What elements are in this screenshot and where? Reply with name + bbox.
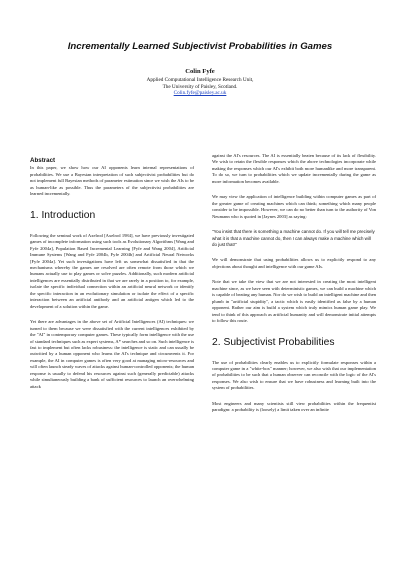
body-paragraph: We will demonstrate that using probabilities allows us to explicitly respond to any objections about thought and intelligence with our game AIs.	[212, 257, 376, 269]
body-paragraph: Note that we take the view that we are not interested in creating the most intelligent machine since, as we have seen with deterministic games, we can build a machine which is capable of beating any human. Nor do we wish to build an intelligent machine and then plumb in "artificial stupidity", a tactic which is easily identified as false by a human opponent. Rather our aim is build a system which truly mimics human game play. We tend to think of this approach as artificial humanity and will demonstrate initial attempts to follow this route.	[212, 279, 376, 324]
affiliation-line: Applied Computational Intelligence Research Unit,	[146, 77, 254, 83]
abstract-text: In this paper, we show how our AI opponents learn internal representations of probabilities. We use a Bayesian interpretation of such subjectivist probabilities but do not implement full Bayesian methods of parameter estimation since we wish the AIs to be as human-like as possible. Thus the parameters of the subjectivist probabilities are learned incrementally.	[30, 165, 194, 197]
right-column	[212, 153, 376, 423]
author-name: Colin Fyfe	[185, 68, 215, 75]
paper-title: Incrementally Learned Subjectivist Probabilities in Games	[67, 41, 333, 52]
section-heading-subjectivist: 2. Subjectivist Probabilities	[212, 336, 335, 348]
body-paragraph: We may view the application of intelligence building within computer games as part of the greater game of creating machines which can think; something which many people consider to be impossible. However, we can do no better than turn to the authority of Von Neumann who is quoted in [Jaynes 2003] as saying:	[212, 194, 376, 219]
author-email-link[interactable]: Colin.fyfe@paisley.ac.uk	[173, 90, 227, 97]
block-quote: "You insist that there is something a machine cannot do. If you will tell me precisely what it is that a machine cannot do, then I can always make a machine which will do just that!"	[212, 229, 375, 247]
body-paragraph: Most engineers and many scientists still view probabilities within the frequentist paradigm: a probability is (loosely) a limit taken over an infinite	[212, 400, 376, 413]
author-affiliation	[0, 77, 400, 97]
left-column	[30, 158, 194, 399]
body-paragraph: Following the seminal work of Axelrod [Axelrod 1984], we have previously investigated games of incomplete information using such tools as Evolutionary Algorithms [Wang and Fyfe 2004a], Population Based Incremental Learning [Fyfe and Wang 2004], Artificial Immune Systems [Wang and Fyfe 2004b, Fyfe 2004b] and Artificial Neural Networks [Fyfe 2004a]. Yet such investigations have left us somewhat dissatisfied in that the mechanisms whereby the games are resolved are often remote from those which we humans actually use to play games or solve puzzles. Additionally, such modern artificial intelligences are essentially distributed in that we are rarely in a position to, for example, isolate the specific individual connection within an artificial neural network or identify the specific interaction in an evolutionary simulation or isolate the effect of a specific interaction between an artificial antibody and an artificial antigen which led to the development of a solution within the game.	[30, 232, 194, 309]
section-heading-introduction: 1. Introduction	[30, 209, 96, 221]
affiliation-line: The University of Paisley, Scotland.	[162, 83, 238, 90]
body-paragraph: The use of probabilities clearly enables us to explicitly formulate responses within a computer game in a "white-box" manner; however, we also wish that our implementation of probabilities to be such that a human observer can reconcile with the logic of the AI's responses. We also wish to ensure that we have robustness and learning built into the system of probabilities.	[212, 359, 376, 391]
body-paragraph: against the AI's resources. The AI is essentially beaten because of its lack of flexibility. We wish to retain the flexible responses which the above technologies incorporate while making the responses which our AI's exhibit both more humanlike and more transparent. To do so, we turn to probabilities which we update incrementally during the game as more information becomes available.	[212, 153, 376, 184]
abstract-heading: Abstract	[30, 157, 56, 164]
body-paragraph: Yet there are advantages in the above set of Artificial Intelligences (AI) techniques: we turned to them because we were dissatisfied with the current intelligences exhibited by the "AI" in contemporary computer games. These typically form intelligence with the use of standard techniques such as expert systems, A* searches and so on. Such intelligence is fast to implement but often lacks robustness: the intelligence is static and can usually be outwitted by a human opponent who learns the AI's technique and circumvents it. For example, the AI in computer games is often very good at managing micro-resources and will often launch steady waves of attacks against human-controlled opponents; the human response is usually to defend his resources against such (generally predictable) attacks while simultaneously building a bank of sufficient resources to launch an overwhelming attack	[30, 319, 194, 389]
